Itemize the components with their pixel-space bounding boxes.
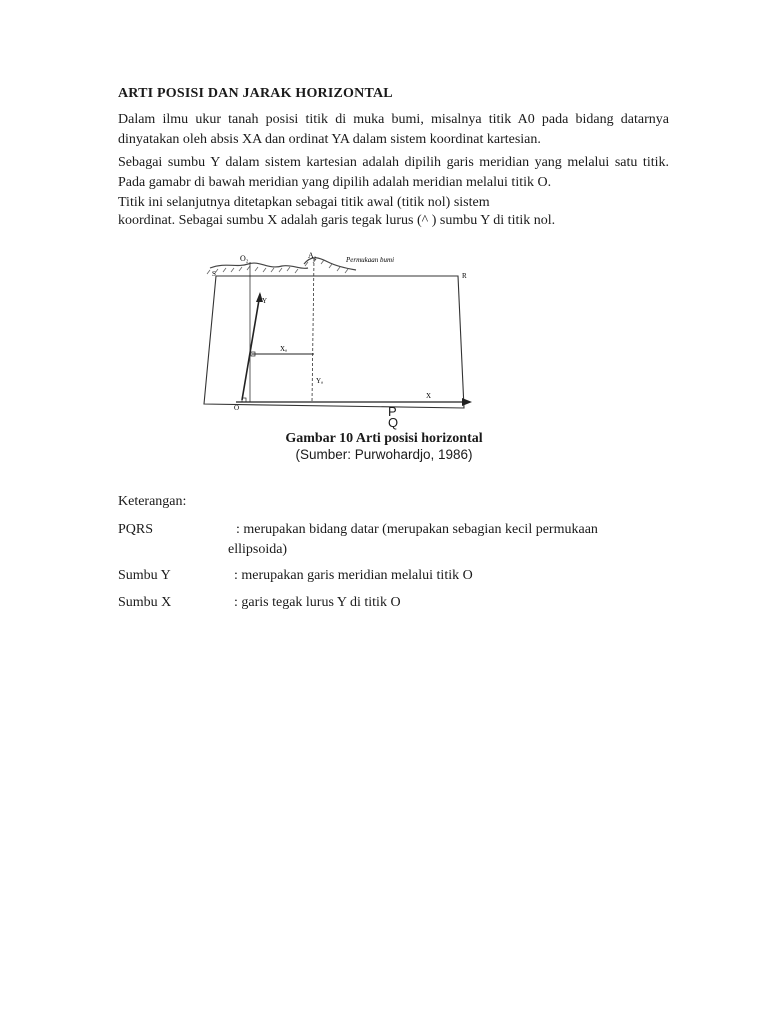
label-x: X bbox=[426, 392, 432, 400]
figure-caption: Gambar 10 Arti posisi horizontal bbox=[285, 431, 483, 446]
label-o2: O₂ bbox=[240, 254, 249, 263]
label-ya: Yₐ bbox=[316, 377, 323, 385]
label-p: P bbox=[388, 404, 397, 419]
surface-line-left bbox=[210, 263, 308, 268]
figure-source: (Sumber: Purwohardjo, 1986) bbox=[295, 447, 473, 462]
label-xa: Xₐ bbox=[280, 345, 287, 353]
label-o: O bbox=[234, 404, 240, 412]
paragraph-meridian: Sebagai sumbu Y dalam sistem kartesian adalah dipilih garis meridian yang melalui satu titik. Pada gamabr di bawah meridian yang dipilih adalah meridian melalui titik O. bbox=[118, 155, 669, 190]
label-q: Q bbox=[388, 415, 399, 430]
section-heading: ARTI POSISI DAN JARAK HORIZONTAL bbox=[118, 86, 393, 101]
term-pqrs: PQRS bbox=[118, 522, 154, 537]
surface-hatch-left bbox=[207, 266, 298, 274]
plane-pqrs bbox=[204, 276, 464, 408]
label-a: A₂ bbox=[308, 251, 317, 260]
paragraph-meridian-line4: koordinat. Sebagai sumbu X adalah garis tegak lurus (^ ) sumbu Y di titik nol. bbox=[118, 213, 556, 228]
figure-label-pq bbox=[388, 406, 398, 428]
term-sumbu-y: Sumbu Y bbox=[118, 568, 171, 583]
desc-sumbu-y: : merupakan garis meridian melalui titik O bbox=[234, 568, 473, 583]
label-r: R bbox=[462, 272, 467, 280]
keterangan-title: Keterangan: bbox=[118, 494, 187, 509]
y-axis bbox=[242, 294, 260, 400]
figure-horizontal-position bbox=[196, 248, 504, 432]
paragraph-intro: Dalam ilmu ukur tanah posisi titik di muka bumi, misalnya titik A0 pada bidang datarnya dinyatakan oleh absis XA dan ordinat YA dalam sistem koordinat kartesian. bbox=[118, 112, 669, 147]
label-s: S bbox=[212, 270, 216, 278]
x-axis-arrow bbox=[462, 398, 472, 406]
figure-diagram bbox=[196, 248, 504, 432]
term-sumbu-x: Sumbu X bbox=[118, 595, 172, 610]
paragraph-meridian-line3: Titik ini selanjutnya ditetapkan sebagai titik awal (titik nol) sistem bbox=[118, 195, 490, 210]
vertical-a bbox=[312, 258, 314, 402]
desc-sumbu-x: : garis tegak lurus Y di titik O bbox=[234, 595, 401, 610]
desc-pqrs-cont: ellipsoida) bbox=[228, 542, 288, 557]
desc-pqrs: : merupakan bidang datar (merupakan sebagian kecil permukaan bbox=[236, 522, 598, 537]
label-surface: Permukaan bumi bbox=[346, 256, 395, 264]
label-y: Y bbox=[262, 297, 268, 305]
